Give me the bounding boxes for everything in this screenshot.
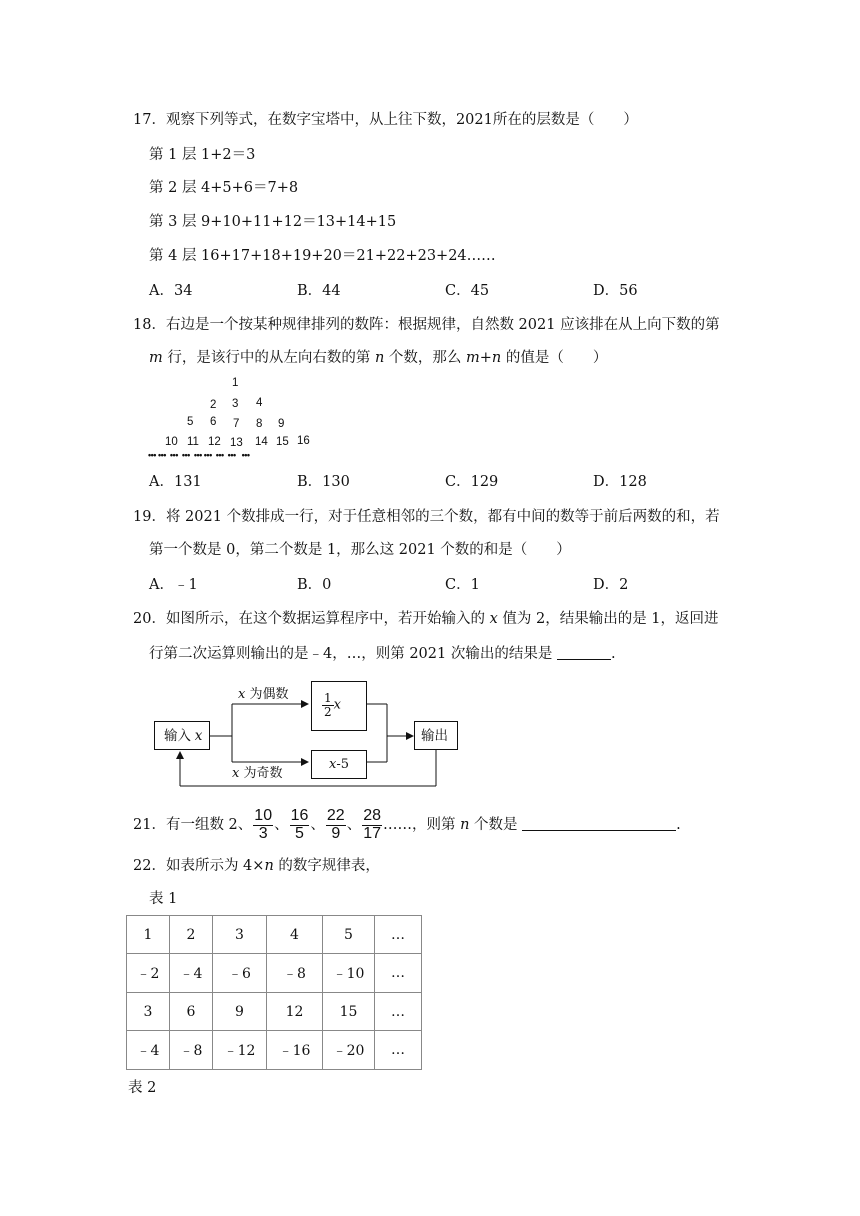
q18-option-a: A．131 bbox=[149, 474, 202, 490]
pyramid-cell: 2 bbox=[210, 399, 217, 411]
q19-stem-line-2: 第一个数是 0，第二个数是 1，那么这 2021 个数的和是（ ） bbox=[149, 542, 571, 558]
fraction: $\frac{10}{3}$ bbox=[254, 806, 273, 842]
q17-option-c: C．45 bbox=[445, 283, 490, 299]
q22-stem: 22．如表所示为 4×n 的数字规律表， bbox=[133, 858, 380, 874]
table-cell: 4 bbox=[267, 916, 323, 954]
pyramid-dots: ••• ••• ••• ••• ••• ••• ••• ••• ••• bbox=[148, 450, 250, 460]
q17-stem: 17．观察下列等式，在数字宝塔中，从上往下数，2021所在的层数是（ ） bbox=[133, 112, 638, 128]
output-box: 输出 bbox=[414, 721, 458, 750]
pyramid-cell: 4 bbox=[256, 397, 263, 409]
answer-blank[interactable] bbox=[557, 646, 611, 660]
table-cell: … bbox=[375, 916, 422, 954]
q17-line-3: 第 3 层 9+10+11+12＝13+14+15 bbox=[149, 214, 397, 230]
table-cell: ﹣12 bbox=[213, 1031, 267, 1070]
table-row bbox=[127, 916, 422, 954]
q20-stem-line-1: 20．如图所示，在这个数据运算程序中，若开始输入的 x 值为 2，结果输出的是 1，返回进 bbox=[133, 611, 719, 627]
pyramid-cell: 6 bbox=[210, 416, 217, 428]
pyramid-cell: 12 bbox=[208, 436, 221, 448]
table-cell: … bbox=[375, 954, 422, 993]
table-cell: 1 bbox=[127, 916, 170, 954]
pyramid-cell: 9 bbox=[278, 418, 285, 430]
even-branch-label: x 为偶数 bbox=[238, 687, 289, 702]
q19-option-c: C．1 bbox=[445, 577, 480, 593]
table-cell: … bbox=[375, 993, 422, 1031]
q17-option-a: A．34 bbox=[149, 283, 193, 299]
q20-stem-line-2: 行第二次运算则输出的是﹣4，…，则第 2021 次输出的结果是 . bbox=[149, 646, 616, 662]
pyramid-cell: 3 bbox=[232, 398, 239, 410]
pyramid-cell: 10 bbox=[165, 436, 178, 448]
input-box: 输入 x bbox=[154, 721, 210, 750]
table-cell: ﹣6 bbox=[213, 954, 267, 993]
table-cell: ﹣8 bbox=[170, 1031, 213, 1070]
table-cell: 9 bbox=[213, 993, 267, 1031]
table-cell: ﹣20 bbox=[323, 1031, 375, 1070]
q19-option-d: D．2 bbox=[593, 577, 629, 593]
pyramid-cell: 7 bbox=[233, 418, 240, 430]
table-cell: 15 bbox=[323, 993, 375, 1031]
table-cell: 3 bbox=[127, 993, 170, 1031]
table-cell: ﹣8 bbox=[267, 954, 323, 993]
table-cell: 6 bbox=[170, 993, 213, 1031]
minus-five-box: x-5 bbox=[311, 750, 367, 779]
pyramid-cell: 5 bbox=[187, 416, 194, 428]
table-cell: 3 bbox=[213, 916, 267, 954]
q17-option-d: D．56 bbox=[593, 283, 638, 299]
table-row bbox=[127, 954, 422, 993]
odd-branch-label: x 为奇数 bbox=[232, 766, 283, 781]
table-1 bbox=[126, 915, 422, 1070]
table-cell: ﹣16 bbox=[267, 1031, 323, 1070]
q18-stem-line-2: m 行，是该行中的从左向右数的第 n 个数，那么 m+n 的值是（ ） bbox=[149, 350, 608, 366]
q18-option-c: C．129 bbox=[445, 474, 499, 490]
q18-stem-line-1: 18．右边是一个按某种规律排列的数阵：根据规律，自然数 2021 应该排在从上向下数的第 bbox=[133, 317, 720, 333]
table-cell: … bbox=[375, 1031, 422, 1070]
half-x-box: $\frac{1}{2}$ x bbox=[311, 681, 367, 731]
q17-line-1: 第 1 层 1+2＝3 bbox=[149, 147, 256, 163]
fraction: $\frac{16}{5}$ bbox=[290, 806, 309, 842]
table-row bbox=[127, 993, 422, 1031]
table-cell: ﹣4 bbox=[127, 1031, 170, 1070]
pyramid-cell: 8 bbox=[256, 418, 263, 430]
q19-option-b: B．0 bbox=[297, 577, 332, 593]
table1-caption: 表 1 bbox=[149, 891, 178, 907]
q19-stem-line-1: 19．将 2021 个数排成一行，对于任意相邻的三个数，都有中间的数等于前后两数的和，若 bbox=[133, 509, 720, 525]
q17-line-4: 第 4 层 16+17+18+19+20＝21+22+23+24…… bbox=[149, 248, 496, 264]
q18-option-d: D．128 bbox=[593, 474, 647, 490]
pyramid-cell: 11 bbox=[187, 436, 199, 448]
table-cell: ﹣2 bbox=[127, 954, 170, 993]
q17-line-2: 第 2 层 4+5+6＝7+8 bbox=[149, 180, 299, 196]
answer-blank[interactable] bbox=[522, 817, 676, 831]
table-cell: 2 bbox=[170, 916, 213, 954]
table-cell: 5 bbox=[323, 916, 375, 954]
pyramid-cell: 1 bbox=[232, 377, 239, 389]
half-fraction: $\frac{1}{2}$ bbox=[324, 691, 332, 719]
q21-stem: 21．有一组数 2、 $\frac{10}{3}$ 、 $\frac{16}{5}$ 、 $\frac{22}{9}$ 、 $\frac{28}{17}$ ……，则第 n 个数是 . bbox=[133, 806, 681, 842]
q19-option-a: A．﹣1 bbox=[149, 577, 198, 593]
table-cell: ﹣10 bbox=[323, 954, 375, 993]
q18-option-b: B．130 bbox=[297, 474, 350, 490]
pyramid-cell: 13 bbox=[230, 437, 243, 449]
table-row bbox=[127, 1031, 422, 1070]
pyramid-cell: 15 bbox=[276, 436, 289, 448]
table-cell: 12 bbox=[267, 993, 323, 1031]
fraction: $\frac{28}{17}$ bbox=[363, 806, 381, 842]
pyramid-cell: 16 bbox=[297, 435, 310, 447]
table-cell: ﹣4 bbox=[170, 954, 213, 993]
pyramid-cell: 14 bbox=[255, 436, 268, 448]
table2-caption: 表 2 bbox=[128, 1080, 157, 1096]
fraction: $\frac{22}{9}$ bbox=[326, 806, 345, 842]
q17-option-b: B．44 bbox=[297, 283, 341, 299]
